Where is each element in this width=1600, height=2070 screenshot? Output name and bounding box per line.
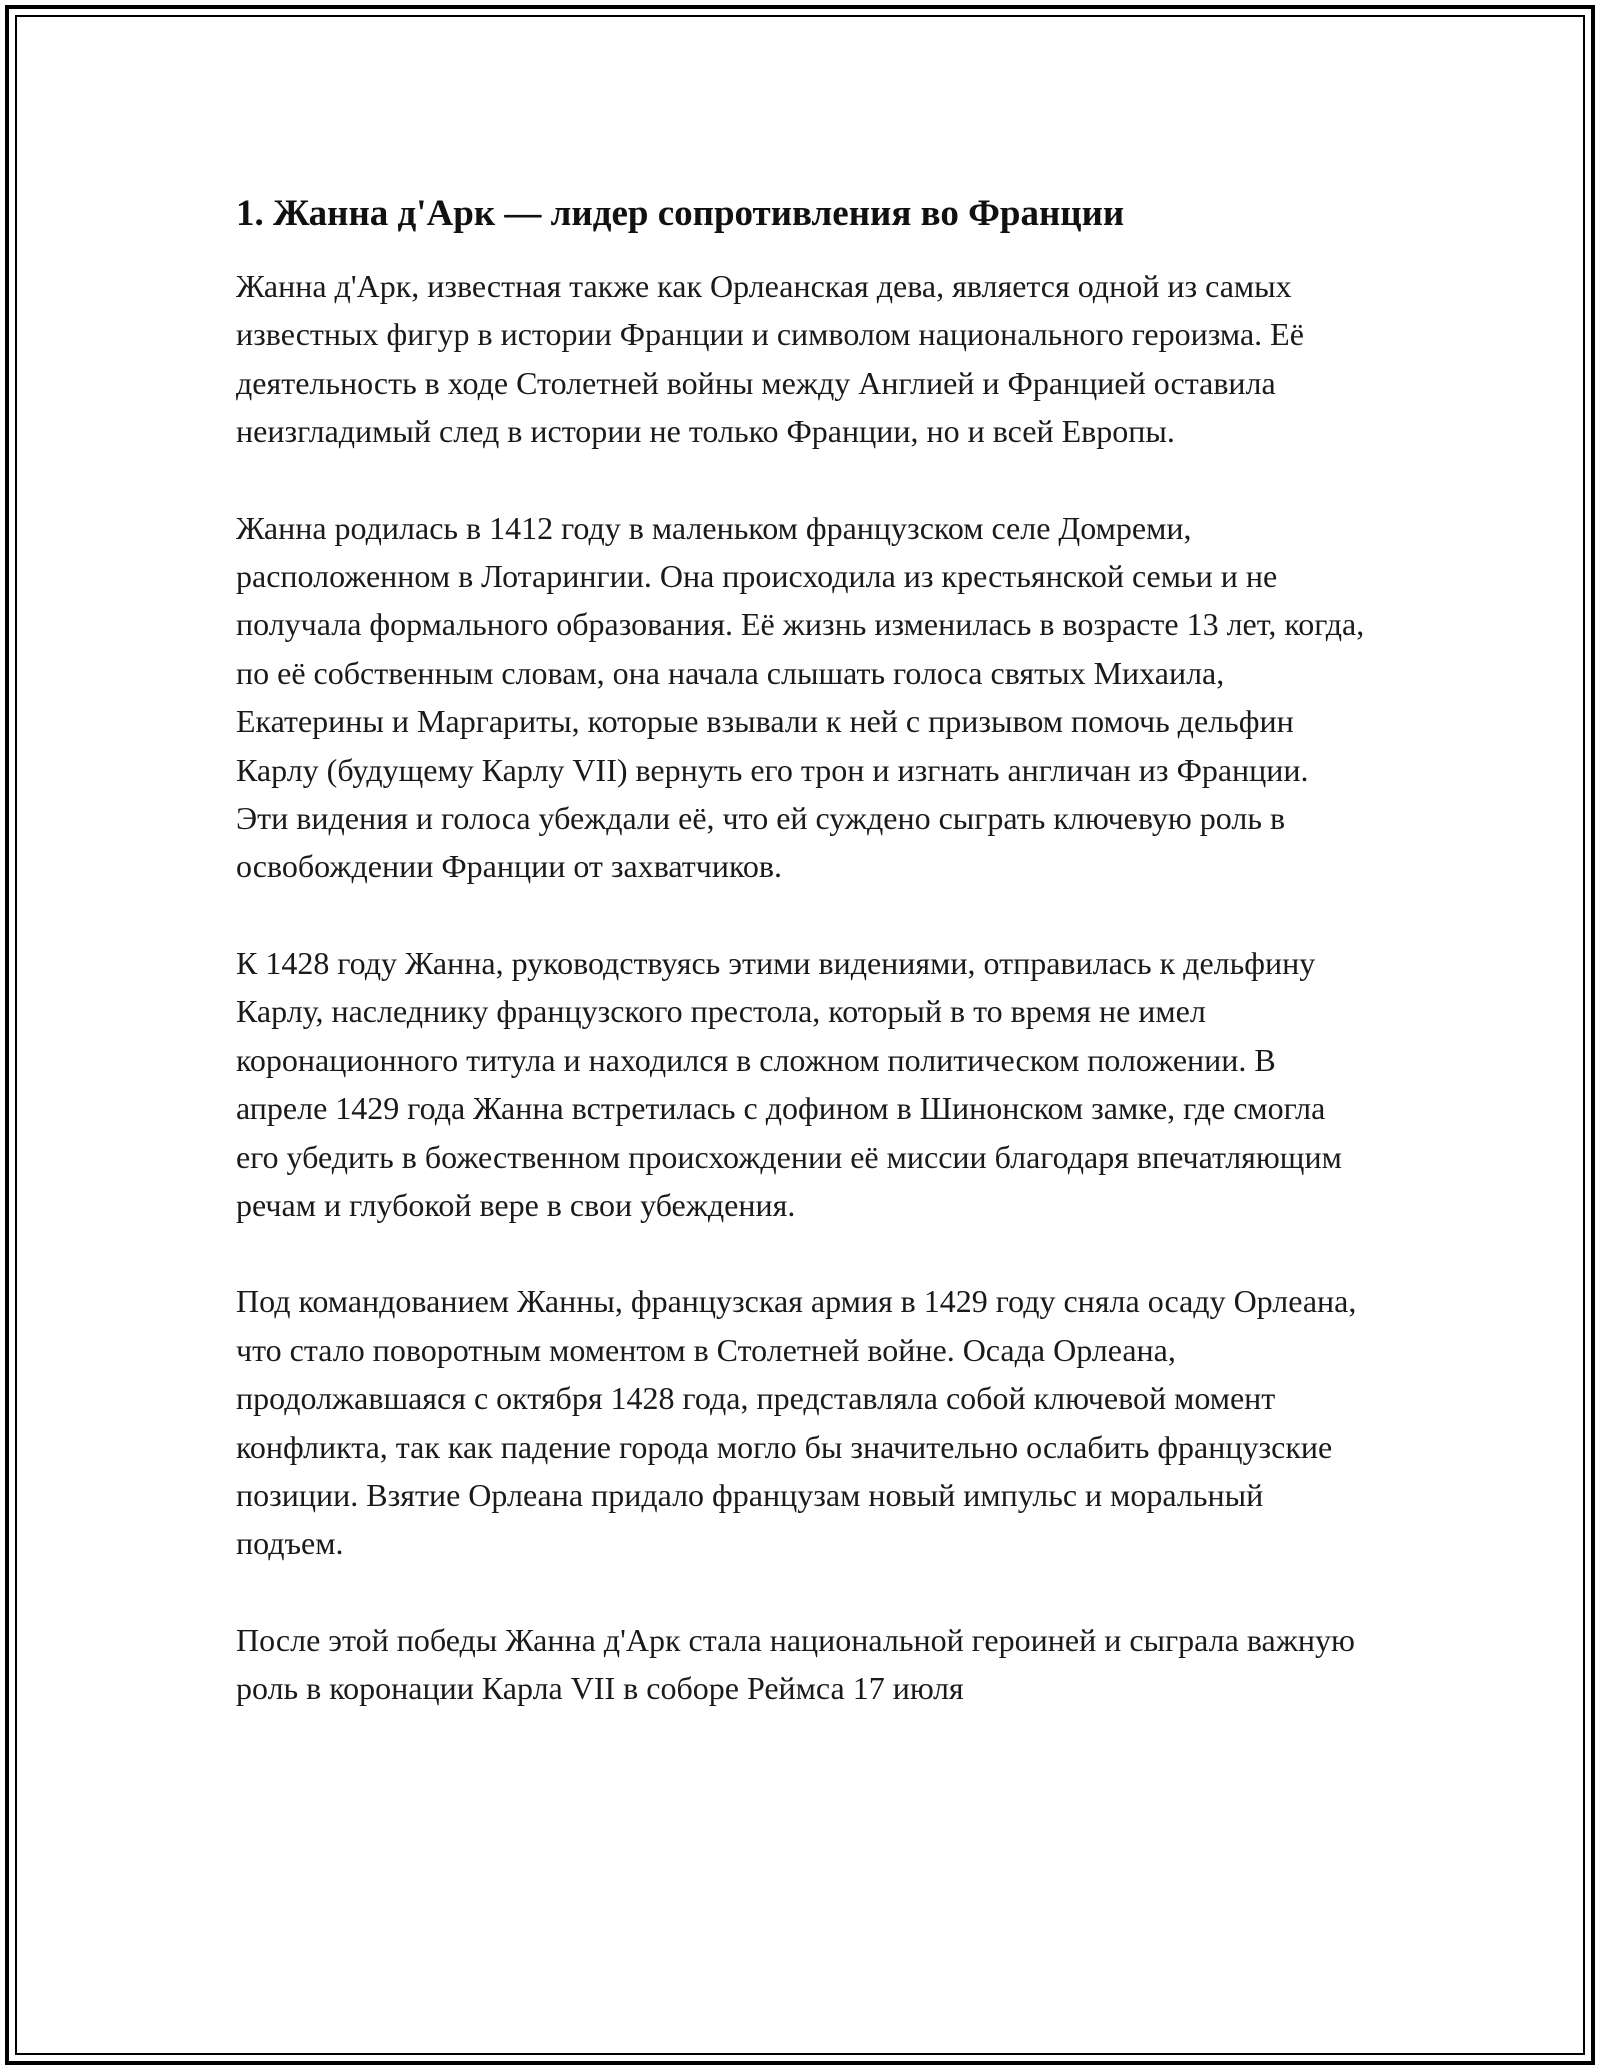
document-body <box>236 190 1366 1761</box>
paragraph-siege-orleans: Под командованием Жанны, французская армия в 1429 году сняла осаду Орлеана, что стало поворотным моментом в Столетней войне. Осада Орлеана, продолжавшаяся с октября 1428 года, представляла собой ключевой момент конфликта, так как падение города могло бы значительно ослабить французские позиции. Взятие Орлеана придало французам новый импульс и моральный подъем. <box>236 1283 1357 1562</box>
paragraph-intro: Жанна д'Арк, известная также как Орлеанская дева, является одной из самых известных фигур в истории Франции и символом национального героизма. Её деятельность в ходе Столетней войны между Англией и Францией оставила неизгладимый след в истории не только Франции, но и всей Европы. <box>236 268 1304 450</box>
paragraph-early-life: Жанна родилась в 1412 году в маленьком французском селе Домреми, расположенном в Лотарингии. Она происходила из крестьянской семьи и не получала формального образования. Её жизнь изменилась в возрасте 13 лет, когда, по её собственным словам, она начала слышать голоса святых Михаила, Екатерины и Маргариты, которые взывали к ней с призывом помочь дельфин Карлу (будущему Карлу VII) вернуть его трон и изгнать англичан из Франции. Эти видения и голоса убеждали её, что ей суждено сыграть ключевую роль в освобождении Франции от захватчиков. <box>236 509 1365 885</box>
paragraph-coronation: После этой победы Жанна д'Арк стала национальной героиней и сыграла важную роль в коронации Карла VII в соборе Реймса 17 июля <box>236 1621 1355 1707</box>
paragraph-meeting-dauphin: К 1428 году Жанна, руководствуясь этими видениями, отправилась к дельфину Карлу, наследнику французского престола, который в то время не имел коронационного титула и находился в сложном политическом положении. В апреле 1429 года Жанна встретилась с дофином в Шинонском замке, где смогла его убедить в божественном происхождении её миссии благодаря впечатляющим речам и глубокой вере в свои убеждения. <box>236 944 1342 1223</box>
section-heading: 1. Жанна д'Арк — лидер сопротивления во Франции <box>236 193 1125 234</box>
